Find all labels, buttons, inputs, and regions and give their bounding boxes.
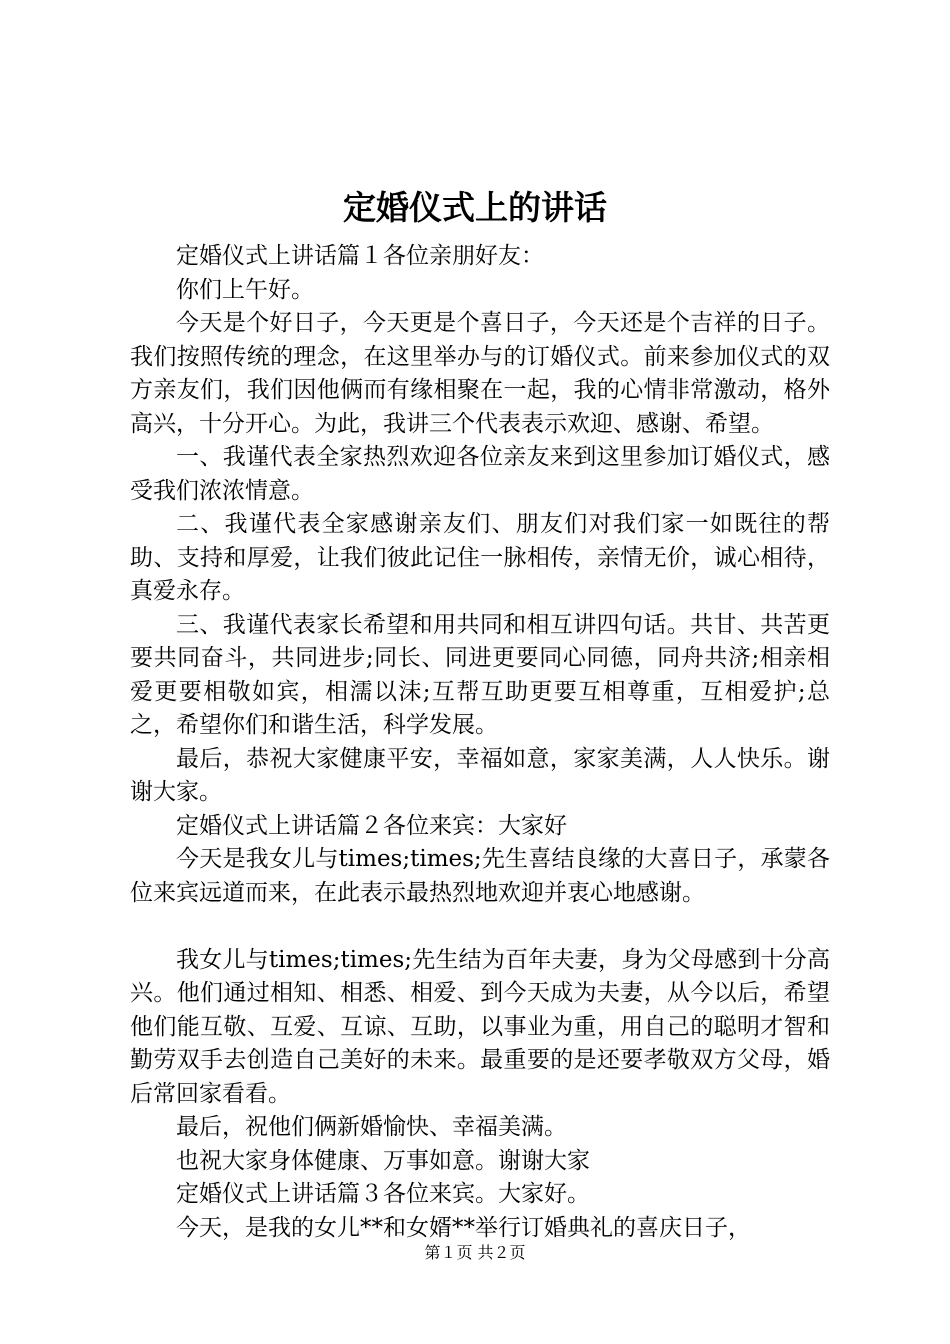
blank-line: [130, 910, 830, 944]
paragraph: 今天是个好日子，今天更是个喜日子，今天还是个吉祥的日子。我们按照传统的理念，在这里举办与的订婚仪式。前来参加仪式的双方亲友们，我们因他俩而有缘相聚在一起，我的心情非常激动，格外高兴，十分开心。为此，我讲三个代表表示欢迎、感谢、希望。: [130, 310, 830, 437]
paragraph: 定婚仪式上讲话篇１各位亲朋好友：: [176, 243, 544, 269]
document-title: 定婚仪式上的讲话: [343, 188, 607, 227]
paragraph: 最后，祝他们俩新婚愉快、幸福美满。: [176, 1114, 567, 1140]
paragraph: 今天，是我的女儿**和女婿**举行订婚典礼的喜庆日子，: [176, 1214, 751, 1241]
paragraph: 三、我谨代表家长希望和用共同和相互讲四句话。共甘、共苦更要共同奋斗，共同进步;同长、同进更要同心同德，同舟共济;相亲相爱更要相敬如宾，相濡以沫;互帮互助更要互相尊重，互相爱护;总之，希望你们和谐生活，科学发展。: [130, 611, 830, 738]
paragraph: 定婚仪式上讲话篇３各位来宾。大家好。: [176, 1181, 590, 1207]
page-number-footer: 第１页 共２页: [424, 1243, 526, 1262]
document-body: [130, 240, 830, 1245]
paragraph: 你们上午好。: [176, 276, 314, 303]
paragraph: 今天是我女儿与times;times;先生喜结良缘的大喜日子，承蒙各位来宾远道而来，在此表示最热烈地欢迎并衷心地感谢。: [130, 846, 830, 906]
paragraph: 我女儿与times;times;先生结为百年夫妻，身为父母感到十分高兴。他们通过相知、相悉、相爱、到今天成为夫妻，从今以后，希望他们能互敬、互爱、互谅、互助，以事业为重，用自己的聪明才智和勤劳双手去创造自己美好的未来。最重要的是还要孝敬双方父母，婚后常回家看看。: [130, 946, 830, 1107]
paragraph: 最后，恭祝大家健康平安，幸福如意，家家美满，人人快乐。谢谢大家。: [130, 745, 830, 805]
paragraph: 也祝大家身体健康、万事如意。谢谢大家: [176, 1147, 590, 1174]
paragraph: 二、我谨代表全家感谢亲友们、朋友们对我们家一如既往的帮助、支持和厚爱，让我们彼此记住一脉相传，亲情无价，诚心相待，真爱永存。: [130, 511, 830, 604]
paragraph: 一、我谨代表全家热烈欢迎各位亲友来到这里参加订婚仪式，感受我们浓浓情意。: [130, 444, 830, 504]
paragraph: 定婚仪式上讲话篇２各位来宾：大家好: [176, 812, 567, 839]
